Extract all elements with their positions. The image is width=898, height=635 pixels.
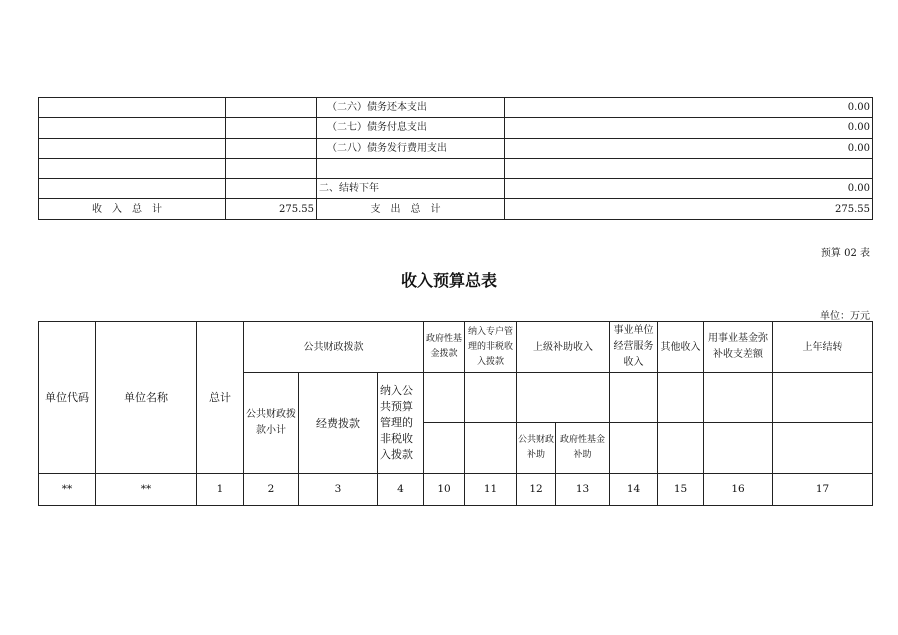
cell-col-11: 11	[465, 474, 517, 506]
expense-item-value: 0.00	[505, 98, 873, 118]
header-unit-code: 单位代码	[39, 322, 96, 474]
header-expense-appropriation: 经费拨款	[299, 373, 378, 474]
header-gov-fund: 政府性基金拨款	[424, 322, 465, 373]
income-total-label: 收入总计	[39, 199, 226, 219]
cell-col-2: 2	[244, 474, 299, 506]
cell-col-17: 17	[773, 474, 873, 506]
header-gf-subsidy: 政府性基金补助	[556, 423, 610, 474]
expense-item-label	[317, 158, 505, 178]
table-row	[39, 158, 873, 178]
cell-col-16: 16	[704, 474, 773, 506]
totals-row	[39, 199, 873, 219]
header-superior-subsidy: 上级补助收入	[517, 322, 610, 373]
income-total-value: 275.55	[226, 199, 317, 219]
table-row	[39, 118, 873, 138]
expense-total-value: 275.55	[505, 199, 873, 219]
cell-col-13: 13	[556, 474, 610, 506]
cell-col-14: 14	[610, 474, 658, 506]
cell-col-4: 4	[378, 474, 424, 506]
cell-col-1: 1	[197, 474, 244, 506]
header-unit-name: 单位名称	[96, 322, 197, 474]
cell-col-12: 12	[517, 474, 556, 506]
header-operating-income: 事业单位经营服务收入	[610, 322, 658, 373]
income-budget-table	[38, 321, 873, 506]
expense-item-label: （二七）债务付息支出	[317, 118, 505, 138]
table-row	[39, 98, 873, 118]
cell-col-15: 15	[658, 474, 704, 506]
header-pf-subsidy: 公共财政补助	[517, 423, 556, 474]
header-special-nontax: 纳入专户管理的非税收入拨款	[465, 322, 517, 373]
cell-col-10: 10	[424, 474, 465, 506]
expense-item-value: 0.00	[505, 118, 873, 138]
expense-item-value: 0.00	[505, 138, 873, 158]
cell-unit-name: **	[96, 474, 197, 506]
header-pf-subtotal: 公共财政拨款小计	[244, 373, 299, 474]
header-row-1	[39, 322, 873, 373]
header-public-finance: 公共财政拨款	[244, 322, 424, 373]
form-number: 预算 02 表	[820, 248, 870, 259]
carryover-value: 0.00	[505, 179, 873, 199]
header-fund-balance: 用事业基金弥补收支差额	[704, 322, 773, 373]
page-title: 收入预算总表	[400, 271, 497, 290]
expense-total-label: 支出总计	[317, 199, 505, 219]
header-budget-nontax: 纳入公共预算管理的非税收入拨款	[378, 373, 424, 474]
continuation-table	[38, 97, 873, 220]
cell-col-3: 3	[299, 474, 378, 506]
table-row	[39, 474, 873, 506]
unit-label: 单位：万元	[820, 311, 870, 322]
table-row	[39, 138, 873, 158]
table-row	[39, 179, 873, 199]
header-carryover: 上年结转	[773, 322, 873, 373]
cell-unit-code: **	[39, 474, 96, 506]
header-other-income: 其他收入	[658, 322, 704, 373]
expense-item-label: （二六）债务还本支出	[317, 98, 505, 118]
header-total: 总计	[197, 322, 244, 474]
carryover-label: 二、结转下年	[317, 179, 505, 199]
expense-item-label: （二八）债务发行费用支出	[317, 138, 505, 158]
expense-item-value	[505, 158, 873, 178]
